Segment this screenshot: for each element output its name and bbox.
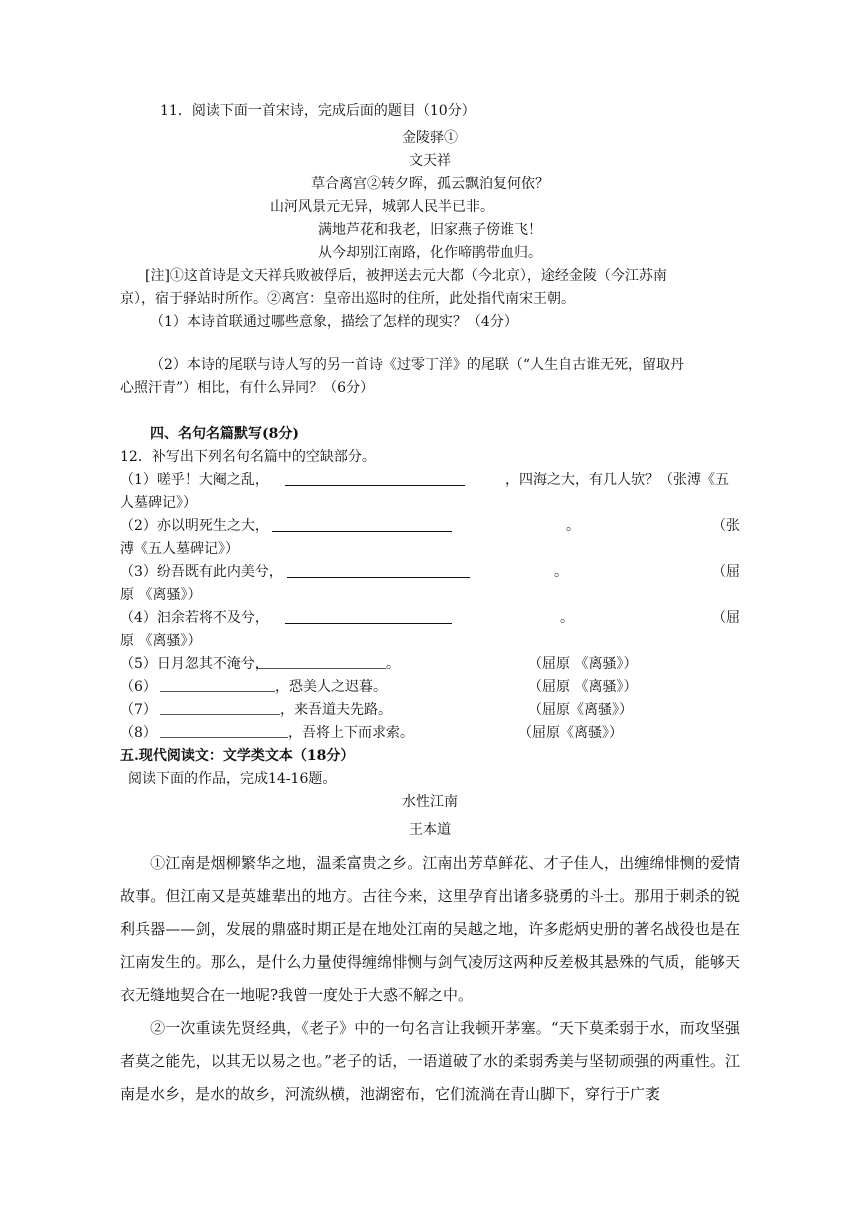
poem-line-3: 满地芦花和我老，旧家燕子傍谁飞！ [318, 222, 542, 238]
recitation-item-7-source: （屈原《离骚》） [528, 702, 633, 718]
q11-sub-question-2-line-2: 心照汗青”）相比，有什么异同？（6分） [120, 380, 375, 396]
poem-line-2: 山河风景元无异，城郭人民半已非。 [270, 199, 494, 215]
recitation-item-6-end: ，恐美人之迟暮。 [275, 679, 387, 695]
recitation-item-2-source: （张 [712, 518, 740, 534]
recitation-item-5-start: （5）日月忽其不淹兮， [120, 656, 269, 672]
poem-author: 文天祥 [409, 153, 451, 169]
q11-sub-question-1: （1）本诗首联通过哪些意象，描绘了怎样的现实？（4分） [150, 314, 518, 330]
recitation-item-6-start: （6） [120, 679, 157, 695]
recitation-blank-3[interactable] [287, 563, 470, 578]
recitation-item-3-start: （3）纷吾既有此内美兮， [120, 564, 283, 580]
article-author: 王本道 [409, 822, 451, 838]
recitation-blank-8[interactable] [160, 724, 288, 738]
recitation-item-7-end: ，来吾道夫先路。 [280, 702, 392, 718]
recitation-blank-2[interactable] [272, 517, 452, 532]
recitation-item-5-source: （屈原 《离骚》） [528, 656, 638, 672]
recitation-item-6-source: （屈原 《离骚》） [528, 679, 638, 695]
recitation-blank-1[interactable] [285, 471, 465, 486]
recitation-blank-5[interactable] [256, 655, 386, 669]
section-4-title: 四、名句名篇默写(8分) [150, 426, 299, 442]
article-paragraph-1-text: ①江南是烟柳繁华之地，温柔富贵之乡。江南出芳草鲜花、才子佳人，出缠绵悱恻的爱情故事。但江南又是英雄辈出的地方。古往今来，这里孕育出诸多骁勇的斗士。那用于刺杀的锐利兵器——剑，发展的鼎盛时期正是在地处江南的吴越之地，许多彪炳史册的著名战役也是在江南发生的。那么，是什么力量使得缠绵悱恻与剑气凌厉这两种反差极其悬殊的气质，能够天衣无缝地契合在一地呢?我曾一度处于大惑不解之中。 [120, 854, 740, 1004]
q11-heading: 11．阅读下面一首宋诗，完成后面的题目（10分） [160, 103, 476, 119]
recitation-item-2-start: （2）亦以明死生之大， [120, 518, 269, 534]
recitation-blank-4[interactable] [285, 609, 452, 624]
q12-heading: 12．补写出下列名句名篇中的空缺部分。 [120, 449, 376, 465]
recitation-item-5-end: 。 [386, 656, 400, 672]
recitation-item-8-end: ，吾将上下而求索。 [288, 725, 414, 741]
recitation-item-8-source: （屈原《离骚》） [518, 725, 623, 741]
recitation-item-1-cont: 人墓碑记》） [120, 495, 197, 511]
poem-title: 金陵驿① [402, 130, 458, 146]
article-title: 水性江南 [402, 794, 458, 810]
article-paragraph-2 [120, 1012, 740, 1111]
recitation-blank-7[interactable] [160, 701, 280, 715]
recitation-item-2-period: 。 [566, 518, 580, 534]
recitation-item-8-start: （8） [120, 725, 157, 741]
recitation-item-4-start: （4）汩余若将不及兮， [120, 610, 269, 626]
section-5-instruction: 阅读下面的作品，完成14-16题。 [128, 771, 337, 787]
recitation-item-3-source: （屈 [712, 564, 740, 580]
recitation-item-1-end: ，四海之大，有几人欤？（张溥《五 [505, 472, 729, 488]
recitation-item-3-cont: 原 《离骚》） [120, 587, 202, 603]
recitation-blank-6[interactable] [160, 678, 275, 692]
article-paragraph-2-text: ②一次重读先贤经典，《老子》中的一句名言让我顿开茅塞。“天下莫柔弱于水，而攻坚强者莫之能先，以其无以易之也。”老子的话，一语道破了水的柔弱秀美与坚韧顽强的两重性。江南是水乡，是水的故乡，河流纵横，池湖密布，它们流淌在青山脚下，穿行于广袤 [120, 1019, 740, 1103]
poem-line-4: 从今却别江南路，化作啼鹃带血归。 [318, 245, 542, 261]
poem-note-line-1: [注]①这首诗是文天祥兵败被俘后，被押送去元大都（今北京），途经金陵（今江苏南 [145, 268, 667, 284]
recitation-item-1-start: （1）嗟乎！大阉之乱， [120, 472, 269, 488]
recitation-item-3-period: 。 [554, 564, 568, 580]
recitation-item-4-source: （屈 [712, 610, 740, 626]
recitation-item-4-period: 。 [560, 610, 574, 626]
article-paragraph-1 [120, 847, 740, 1012]
recitation-item-7-start: （7） [120, 702, 157, 718]
poem-note-line-2: 京），宿于驿站时所作。②离宫：皇帝出巡时的住所，此处指代南宋王朝。 [120, 291, 575, 307]
recitation-item-2-cont: 溥《五人墓碑记》） [120, 541, 239, 557]
recitation-item-4-cont: 原 《离骚》） [120, 633, 202, 649]
q11-sub-question-2-line-1: （2）本诗的尾联与诗人写的另一首诗《过零丁洋》的尾联（“人生自古谁无死，留取丹 [150, 357, 685, 373]
poem-line-1: 草合离宫②转夕晖，孤云飘泊复何依？ [311, 176, 549, 192]
section-5-title: 五.现代阅读文：文学类文本（18分） [120, 748, 355, 764]
